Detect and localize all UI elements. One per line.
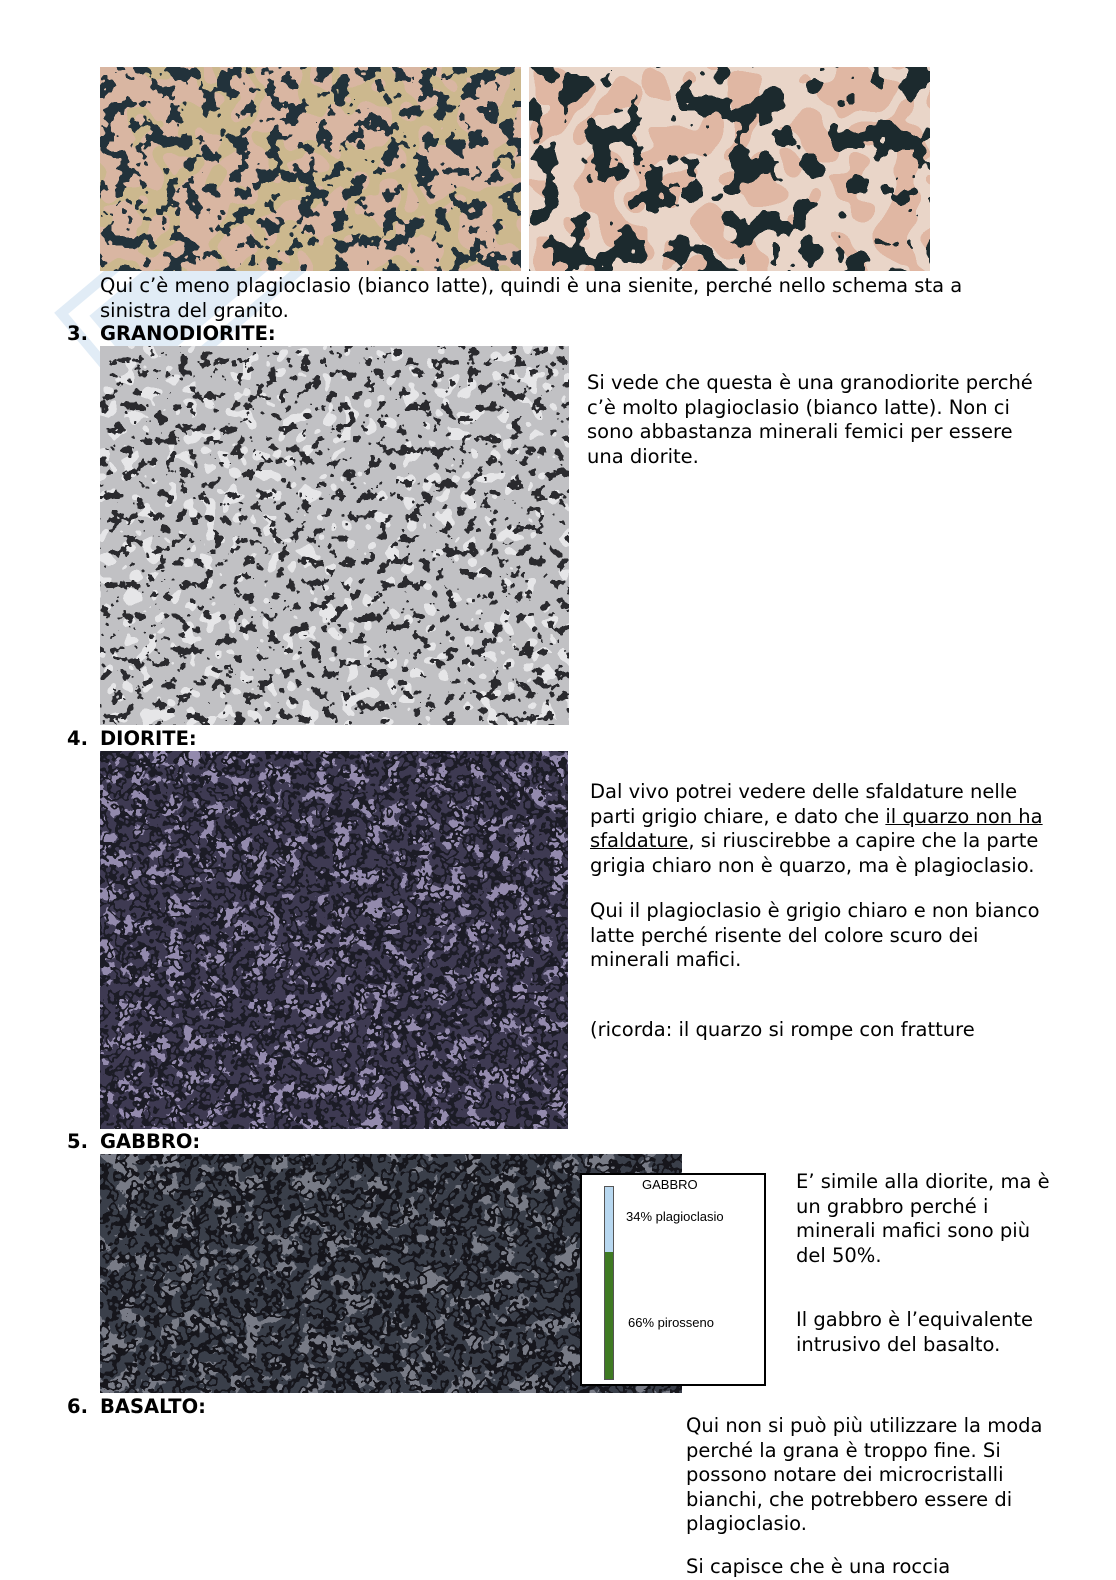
heading-title: DIORITE:	[100, 727, 197, 750]
composition-bar	[604, 1186, 614, 1380]
syenite-image-2	[529, 67, 930, 271]
granodiorite-description: Si vede che questa è una granodiorite perché c’è molto plagioclasio (bianco latte). Non ci sono abbastanza minerali femici per essere una diorite.	[587, 371, 1033, 468]
heading-granodiorite	[67, 322, 276, 346]
syenite-caption: Qui c’è meno plagioclasio (bianco latte), quindi è una sienite, perché nello schema sta a sinistra del granito.	[100, 274, 963, 322]
syenite-image-1	[100, 67, 521, 271]
heading-title: GABBRO:	[100, 1130, 201, 1153]
basalto-paragraph-1: Qui non si può più utilizzare la moda perché la grana è troppo fine. Si possono notare dei microcristalli bianchi, che potrebbero essere di plagioclasio.	[686, 1414, 1043, 1535]
heading-number: 3.	[67, 322, 88, 345]
diorite-text-before: Dal vivo potrei vedere delle sfaldature nelle parti grigio chiare, e dato che	[590, 780, 1018, 828]
diorite-text-after: , si riuscirebbe a capire che la parte grigia chiaro non è quarzo, ma è plagioclasio.	[590, 829, 1039, 877]
pirosseno-label: 66% pirosseno	[628, 1315, 714, 1330]
heading-diorite	[67, 727, 197, 751]
heading-title: GRANODIORITE:	[100, 322, 276, 345]
diorite-image	[100, 751, 568, 1129]
heading-number: 5.	[67, 1130, 88, 1153]
heading-gabbro	[67, 1130, 200, 1154]
basalto-paragraph-2: Si capisce che è una roccia	[686, 1555, 951, 1578]
gabbro-paragraph-1: E’ simile alla diorite, ma è un grabbro perché i minerali mafici sono più del 50%.	[796, 1170, 1050, 1267]
pirosseno-segment	[605, 1252, 613, 1379]
chart-title: GABBRO	[642, 1177, 698, 1192]
granodiorite-image	[100, 346, 569, 725]
gabbro-paragraph-2: Il gabbro è l’equivalente intrusivo del basalto.	[796, 1308, 1034, 1356]
gabbro-composition-chart	[580, 1173, 766, 1386]
diorite-paragraph-3: (ricorda: il quarzo si rompe con fratture	[590, 1018, 975, 1041]
diorite-paragraph-2: Qui il plagioclasio è grigio chiaro e non bianco latte perché risente del colore scuro dei minerali mafici.	[590, 899, 1040, 971]
heading-number: 4.	[67, 727, 88, 750]
plagioclasio-segment	[605, 1187, 613, 1252]
diorite-underlined-text: il quarzo non ha sfaldature	[590, 804, 1043, 852]
plagioclasio-label: 34% plagioclasio	[626, 1209, 724, 1224]
heading-basalto	[67, 1395, 206, 1419]
diorite-paragraph-1	[590, 780, 1046, 878]
heading-number: 6.	[67, 1395, 88, 1418]
heading-title: BASALTO:	[100, 1395, 206, 1418]
